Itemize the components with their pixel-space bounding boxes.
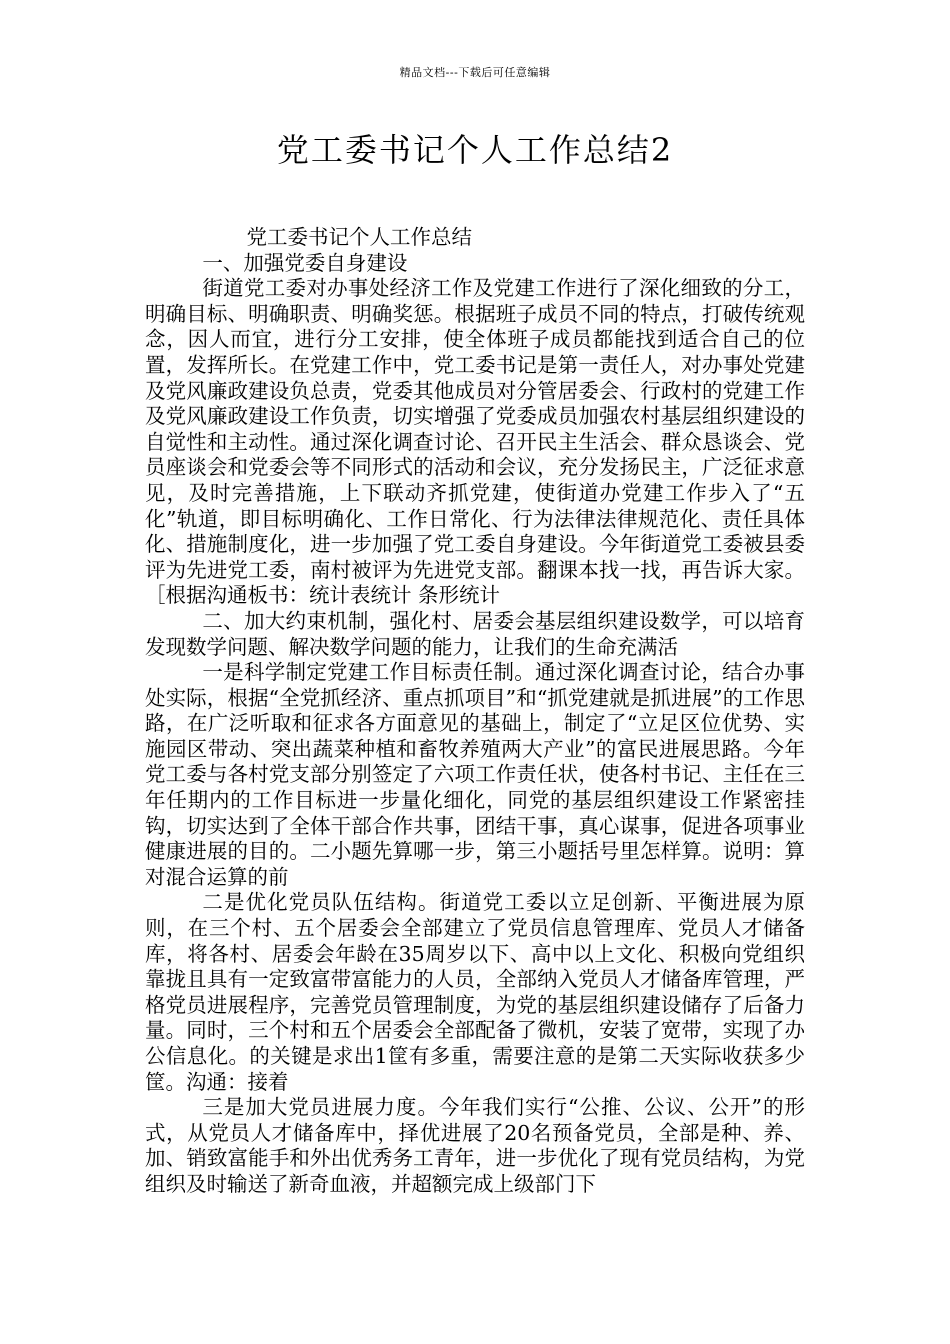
body-paragraph: 二是优化党员队伍结构。街道党工委以立足创新、平衡进展为原则，在三个村、五个居委会全部建立了党员信息管理库、党员人才储备库，将各村、居委会年龄在35周岁以下、高中以上文化、积极向党组织靠拢且具有一定致富带富能力的人员，全部纳入党员人才储备库管理，严格党员进展程序，完善党员管理制度，为党的基层组织建设储存了后备力量。同时，三个村和五个居委会全部配备了微机，安装了宽带，实现了办公信息化。的关键是求出1筐有多重，需要注意的是第二天实际收获多少筐。沟通：接着 (145, 890, 805, 1094)
document-body (145, 225, 805, 1198)
document-title: 党工委书记个人工作总结2 (276, 131, 674, 169)
body-paragraph: 一是科学制定党建工作目标责任制。通过深化调查讨论，结合办事处实际，根据“全党抓经济、重点抓项目”和“抓党建就是抓进展”的工作思路，在广泛听取和征求各方面意见的基础上，制定了“立足区位优势、实施园区带动、突出蔬菜种植和畜牧养殖两大产业”的富民进展思路。今年党工委与各村党支部分别签定了六项工作责任状，使各村书记、主任在三年任期内的工作目标进一步量化细化，同党的基层组织建设工作紧密挂钩，切实达到了全体干部合作共事，团结干事，真心谋事，促进各项事业健康进展的目的。二小题先算哪一步，第三小题括号里怎样算。说明：算对混合运算的前 (145, 660, 805, 889)
header-note: 精品文档---下载后可任意编辑 (399, 66, 551, 79)
section-heading: 二、加大约束机制，强化村、居委会基层组织建设数学，可以培育发现数学问题、解决数学问题的能力，让我们的生命充满活 (145, 608, 805, 659)
subtitle-paragraph: 党工委书记个人工作总结 (246, 225, 472, 249)
section-heading: 一、加强党委自身建设 (202, 250, 408, 275)
body-paragraph: 三是加大党员进展力度。今年我们实行“公推、公议、公开”的形式，从党员人才储备库中，择优进展了20名预备党员，全部是种、养、加、销致富能手和外出优秀务工青年，进一步优化了现有党员结构，为党组织及时输送了新奇血液，并超额完成上级部门下 (145, 1095, 805, 1196)
body-paragraph: 街道党工委对办事处经济工作及党建工作进行了深化细致的分工，明确目标、明确职责、明确奖惩。根据班子成员不同的特点，打破传统观念，因人而宜，进行分工安排，使全体班子成员都能找到适合自己的位置，发挥所长。在党建工作中，党工委书记是第一责任人，对办事处党建及党风廉政建设负总责，党委其他成员对分管居委会、行政村的党建工作及党风廉政建设工作负责，切实增强了党委成员加强农村基层组织建设的自觉性和主动性。通过深化调查讨论、召开民主生活会、群众恳谈会、党员座谈会和党委会等不同形式的活动和会议，充分发扬民主，广泛征求意见，及时完善措施，上下联动齐抓党建，使街道办党建工作步入了“五化”轨道，即目标明确化、工作日常化、行为法律法律规范化、责任具体化、措施制度化，进一步加强了党工委自身建设。今年街道党工委被县委评为先进党工委，南村被评为先进党支部。翻课本找一找，再告诉大家。［根据沟通板书：统计表统计 条形统计 (145, 276, 805, 608)
